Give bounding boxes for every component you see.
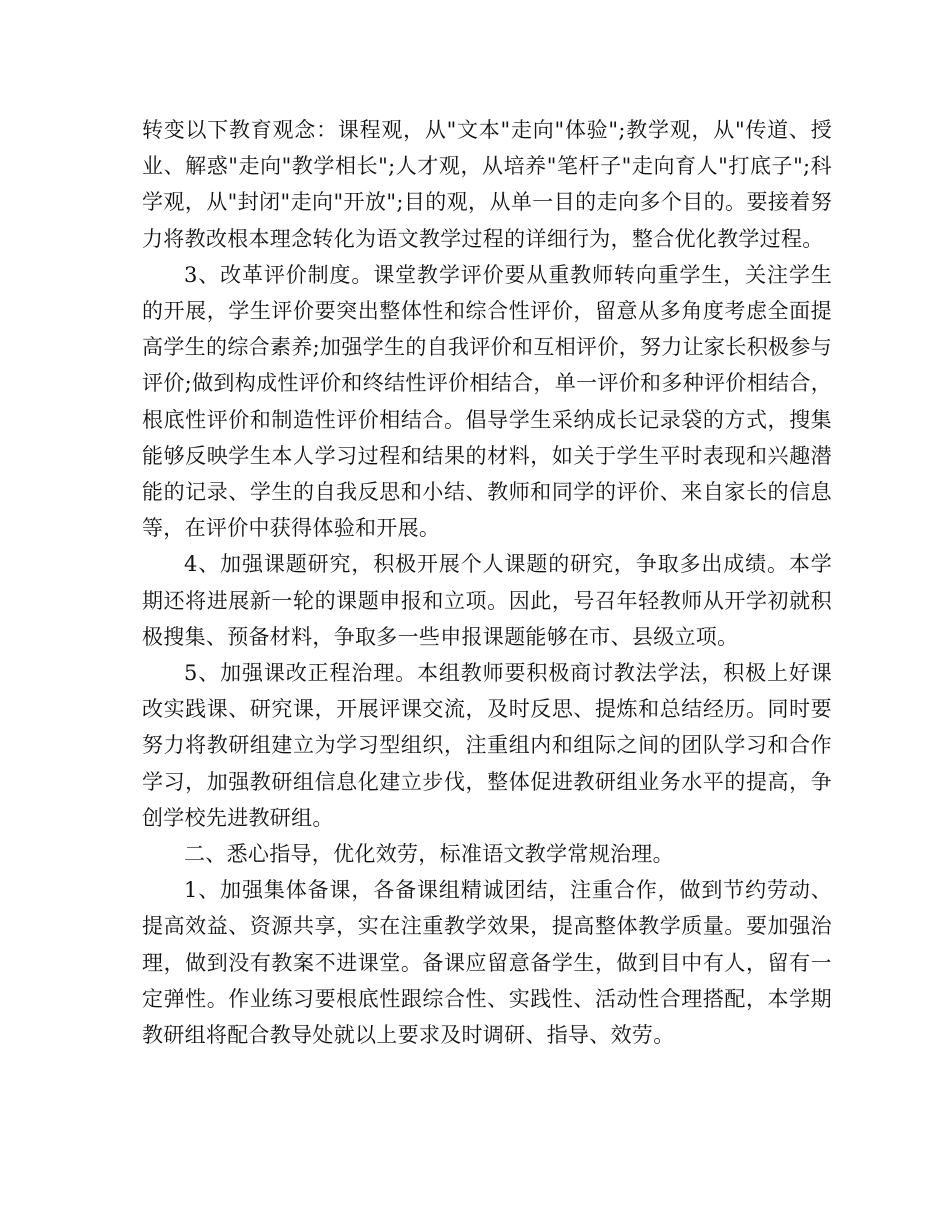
section-heading-two: 二、悉心指导，优化效劳，标准语文教学常规治理。 [184, 842, 674, 867]
document-body [142, 112, 832, 1053]
paragraph-evaluation-reform: 3、改革评价制度。课堂教学评价要从重教师转向重学生，关注学生的开展，学生评价要突出整体性和综合性评价，留意从多角度考虑全面提高学生的综合素养;加强学生的自我评价和互相评价，努力让家长积极参与评价;做到构成性评价和终结性评价相结合，单一评价和多种评价相结合，根底性评价和制造性评价相结合。倡导学生采纳成长记录袋的方式，搜集能够反映学生本人学习过程和结果的材料，如关于学生平时表现和兴趣潜能的记录、学生的自我反思和小结、教师和同学的评价、来自家长的信息等，在评价中获得体验和开展。 [142, 262, 832, 541]
paragraph-education-concepts: 转变以下教育观念：课程观，从"文本"走向"体验";教学观，从"传道、授业、解惑"走向"教学相长";人才观，从培养"笔杆子"走向育人"打底子";科学观，从"封闭"走向"开放";目的观，从单一目的走向多个目的。要接着努力将教改根本理念转化为语文教学过程的详细行为，整合优化教学过程。 [142, 118, 832, 251]
paragraph-research-topics: 4、加强课题研究，积极开展个人课题的研究，争取多出成绩。本学期还将进展新一轮的课题申报和立项。因此，号召年轻教师从开学初就积极搜集、预备材料，争取多一些申报课题能够在市、县级立项。 [142, 552, 832, 649]
paragraph-collective-lesson-prep: 1、加强集体备课，各备课组精诚团结，注重合作，做到节约劳动、提高效益、资源共享，实在注重教学效果，提高整体教学质量。要加强治理，做到没有教案不进课堂。备课应留意备学生，做到目中有人，留有一定弹性。作业练习要根底性跟综合性、实践性、活动性合理搭配，本学期教研组将配合教导处就以上要求及时调研、指导、效劳。 [142, 878, 832, 1048]
paragraph-curriculum-management: 5、加强课改正程治理。本组教师要积极商讨教法学法，积极上好课改实践课、研究课，开展评课交流，及时反思、提炼和总结经历。同时要努力将教研组建立为学习型组织，注重组内和组际之间的团队学习和合作学习，加强教研组信息化建立步伐，整体促进教研组业务水平的提高，争创学校先进教研组。 [142, 661, 832, 830]
